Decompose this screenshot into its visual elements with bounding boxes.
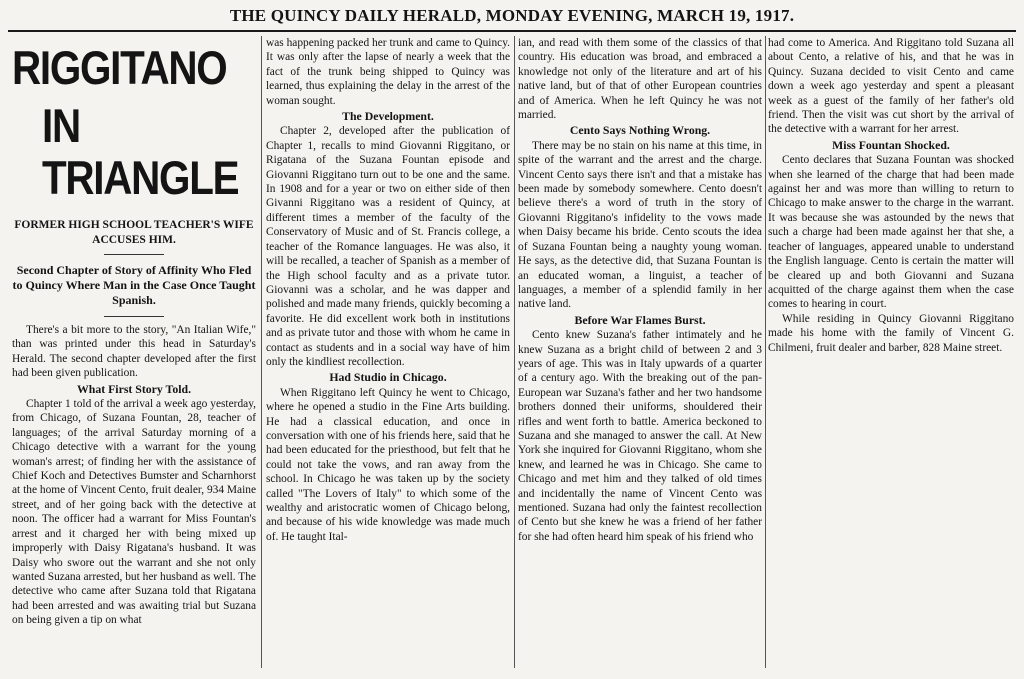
article-paragraph: When Riggitano left Quincy he went to Chicago, where he opened a studio in the Fine Arts building. He had a classical education, and once in conversation with one of his friends here, said that he had been educated for the priesthood, but felt that he could not take the vows, and ran away from the school. In Chicago he was taken up by the society called "The Lovers of Italy" to which some of the wealthy and aristocratic women of Chicago belong, and because of his wide knowledge was made much of. He taught Ital-	[266, 386, 510, 543]
article-paragraph: There may be no stain on his name at this time, in spite of the warrant and the arrest and the charge. Vincent Cento says there isn't and that a mistake has been made by somebody somewhere. Cento doesn't believe there's a word of truth in the story of Giovanni Riggitano's infidelity to the vows made when Daisy became his bride. Cento scouts the idea of Suzana Fountan being a naughty young woman. He says, as the detective did, that Suzana Fountan is an educated woman, a linguist, a teacher of languages, a member of a splendid family in her native land.	[518, 139, 762, 311]
column-3	[518, 36, 762, 668]
column-rule-1	[261, 36, 262, 668]
subhead-before-war-flames-burst: Before War Flames Burst.	[574, 312, 706, 327]
column-4	[768, 36, 1014, 668]
masthead-rule	[8, 30, 1016, 32]
deck-separator-2	[104, 316, 164, 317]
article-paragraph: Chapter 1 told of the arrival a week ago yesterday, from Chicago, of Suzana Fountan, 28, teacher of languages; of the arrival Saturday morning of a Chicago detective with a warrant for the young woman's arrest; of finding her with the assistance of Chief Koch and Detectives Bumster and Scharnhorst at the home of Vincent Cento, fruit dealer, 934 Maine street, and of her going back with the detective at noon. The officer had a warrant for Miss Fountan's arrest and it charged her with being mixed up improperly with Daisy Rigatana's husband. It was Daisy who swore out the warrant and she not only wanted Suzana arrested, but her husband as well. The detective who came after Suzana told that Rigatana had been arrested and was awaiting trial but Suzana on being given a tip on what	[12, 398, 256, 627]
article-paragraph: While residing in Quincy Giovanni Riggitano made his home with the family of Vincent G. Chilmeni, fruit dealer and barber, 828 Maine street.	[768, 312, 1014, 354]
subhead-cento-says-nothing-wrong: Cento Says Nothing Wrong.	[569, 123, 711, 138]
deck-2: Second Chapter of Story of Affinity Who Fled to Quincy Where Man in the Case Once Taught Spanish.	[12, 263, 256, 307]
headline-line-2: IN TRIANGLE	[42, 99, 239, 204]
column-1	[12, 36, 256, 668]
column-rule-3	[765, 36, 766, 668]
article-paragraph: ian, and read with them some of the classics of that country. His education was broad, and embraced a knowledge not only of the literature and art of his native land, but of that of other European countries and of America. When he left Quincy he was not married.	[518, 37, 762, 122]
subhead-what-first-story-told: What First Story Told.	[76, 381, 192, 396]
deck-1: FORMER HIGH SCHOOL TEACHER'S WIFE ACCUSES HIM.	[14, 219, 254, 246]
article-paragraph: Chapter 2, developed after the publication of Chapter 1, recalls to mind Giovanni Riggitano, or Rigatana of the Suzana Fountan episode and Giovanni Riggitano turn out to be one and the same. In 1908 and for a year or two on either side of then Givanni Riggitano was a resident of Quincy, at different times a member of the faculty of the Conservatory of Music and of St. Francis college, a teacher of the Romance languages. He was also, it will be recalled, a teacher of Spanish as a member of the High school faculty and as a private tutor. Giovanni was a scholar, and he was dapper and polished and made many friends, quickly becoming a favorite. He did excellent work both in institutions and as private tutor and those with whom he came in contact as students and in a social way have of him only the kindliest recollection.	[266, 125, 510, 368]
article-paragraph: There's a bit more to the story, "An Italian Wife," than was printed under this head in Saturday's Herald. The second chapter developed after the first had been given publication.	[12, 324, 256, 380]
masthead: THE QUINCY DAILY HERALD, MONDAY EVENING, MARCH 19, 1917.	[229, 6, 795, 25]
article-paragraph: Cento declares that Suzana Fountan was shocked when she learned of the charge that had been made against her and was more than willing to return to Chicago to make answer to the charge in the warrant. It was because she was astounded by the news that such a charge had been made against her that she, a teacher of languages, appeared unable to understand the English language. Cento is certain the matter will be cleared up and both Giovanni and Suzana acquitted of the charge against them when the case comes to hearing in court.	[768, 154, 1014, 311]
column-rule-2	[514, 36, 515, 668]
article-paragraph: had come to America. And Riggitano told Suzana all about Cento, a relative of his, and that he was in Quincy. Suzana decided to visit Cento and came down a week ago yesterday and spent a pleasant week as a guest of the family of her father's old friend. Then the visit was cut short by the arrival of the detective with a warrant for her arrest.	[768, 37, 1014, 136]
subhead-the-development: The Development.	[342, 109, 434, 124]
headline-line-1: RIGGITANO	[12, 41, 227, 94]
article-paragraph: was happening packed her trunk and came to Quincy. It was only after the lapse of nearly a week that the fact of the trunk being shipped to Quincy was learned, thus explaining the delay in the arrest of the woman sought.	[266, 37, 510, 107]
subhead-had-studio-in-chicago: Had Studio in Chicago.	[329, 370, 447, 385]
deck-separator-1	[104, 254, 164, 255]
column-2	[266, 36, 510, 668]
subhead-miss-fountan-shocked: Miss Fountan Shocked.	[832, 137, 950, 152]
article-paragraph: Cento knew Suzana's father intimately and he knew Suzana as a bright child of between 2 and 3 years of age. This was in Italy upwards of a quarter of a century ago. With the breaking out of the pan-European war Suzana's father and her two handsome brothers donned their uniforms, shouldered their rifles and went forth to battle. America beckoned to Suzana and she managed to answer the call. At New York she inquired for Giovanni Riggitano, whom she knew, and learned he was in Chicago. She came to Chicago and met him and they talked of old times and incidentally the name of Vincent Cento was mentioned. Suzana had only the faintest recollection of Cento but she knew he was a friend of her father for she had often heard him speak of his friend who	[518, 329, 762, 543]
